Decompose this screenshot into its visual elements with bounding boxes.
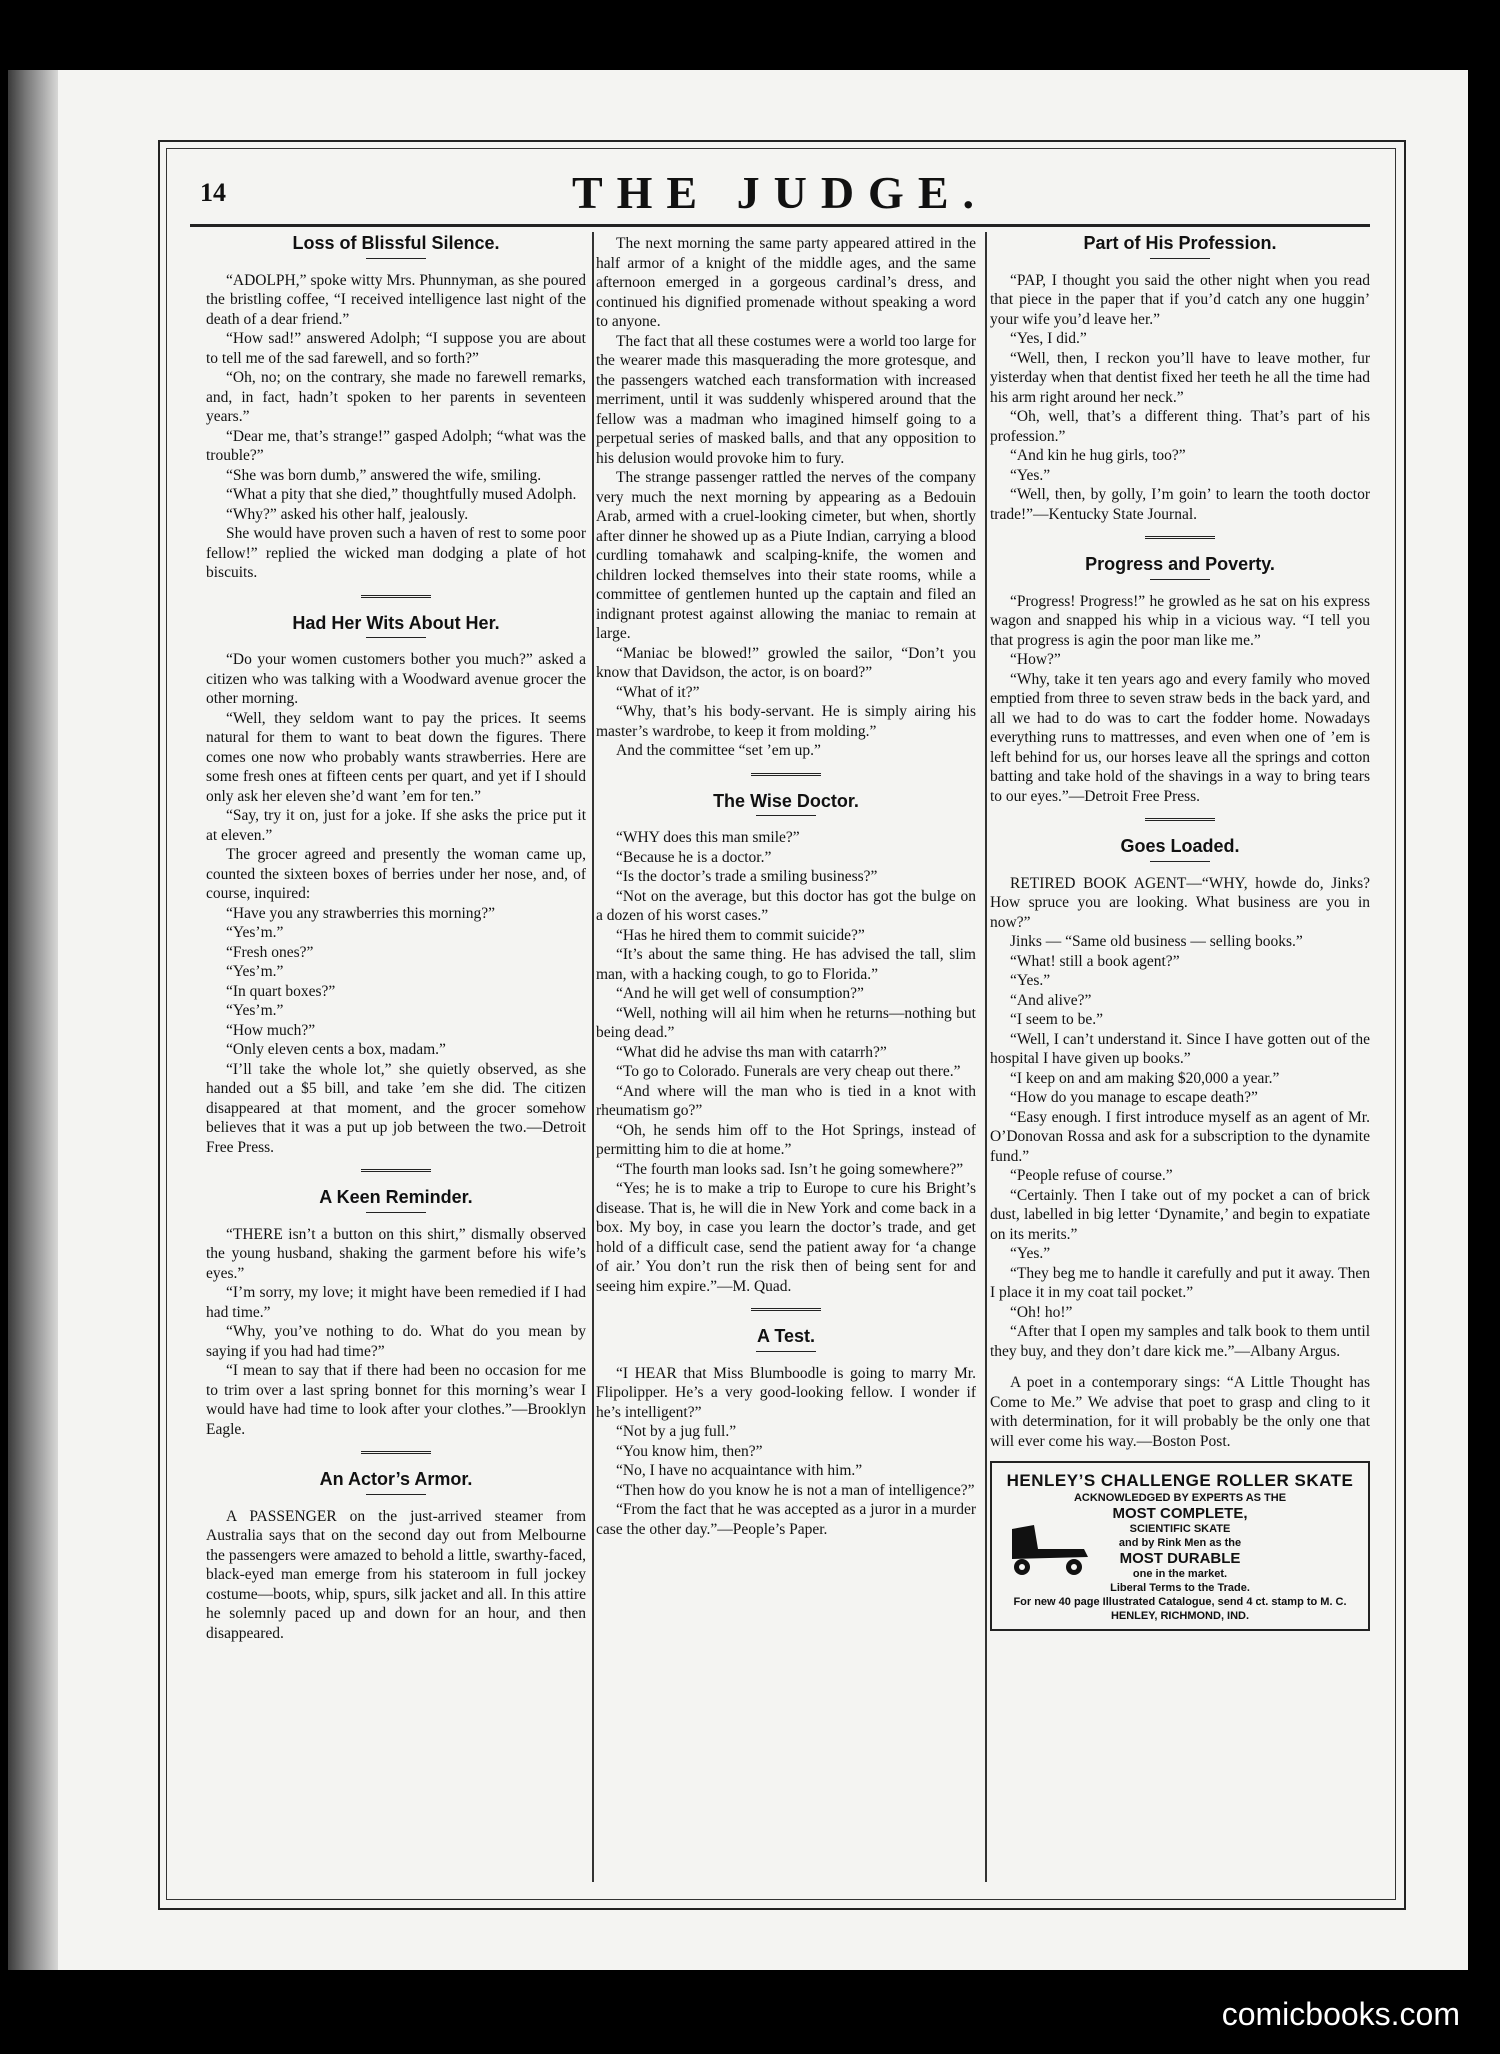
article-title: A Keen Reminder.	[319, 1187, 473, 1207]
paragraph: “They beg me to handle it carefully and put it away. Then I place it in my coat tail pocket.”	[990, 1264, 1370, 1301]
paragraph: “To go to Colorado. Funerals are very cheap out there.”	[616, 1063, 961, 1080]
article-body	[206, 650, 586, 1157]
paragraph: “In quart boxes?”	[226, 982, 336, 1000]
paragraph: “I mean to say that if there had been no occasion for me to trim over a last spring bonnet for this morning’s wear I would have had time to look after your clothes.”—Brooklyn Eagle.	[206, 1362, 586, 1438]
paragraph: “Progress! Progress!” he growled as he sat on his express wagon and snapped his whip in a vicious way. “I tell you that progress is agin the poor man like me.”	[990, 592, 1370, 649]
ad-text: MOST COMPLETE,	[1112, 1504, 1248, 1522]
article-divider	[1145, 536, 1215, 541]
paragraph: “Maniac be blowed!” growled the sailor, “Don’t you know that Davidson, the actor, is on board?”	[596, 644, 976, 681]
column-rule	[985, 232, 987, 1882]
article-body	[990, 271, 1370, 525]
paragraph: “Has he hired them to commit suicide?”	[616, 926, 865, 944]
article-title: Goes Loaded.	[1120, 836, 1240, 856]
paragraph: “Yes; he is to make a trip to Europe to cure his Bright’s disease. That is, he will die in New York and come back in a box. My boy, in case you learn the doctor’s trade, and get hold of a difficult case, send the patient away for ‘a change of air.’ You don’t run the risk then of being sent for and seeing him expire.”—M. Quad.	[596, 1180, 976, 1295]
paragraph: “From the fact that he was accepted as a juror in a murder case the other day.”—People’s Paper.	[596, 1501, 976, 1538]
paragraph: “What! still a book agent?”	[1010, 952, 1180, 970]
paragraph: A poet in a contemporary sings: “A Little Thought has Come to Me.” We advise that poet to grasp and cling to it with determination, for it will probably be the only one that will ever come his way.—Boston Post.	[990, 1374, 1370, 1450]
paragraph: “Certainly. Then I take out of my pocket a can of brick dust, labelled in big letter ‘Dynamite,’ and begin to expatiate on its merits.”	[990, 1186, 1370, 1243]
paragraph: “Oh, he sends him off to the Hot Springs, instead of permitting him to die at home.”	[596, 1121, 976, 1158]
paragraph: “Because he is a doctor.”	[616, 848, 772, 866]
article-title: The Wise Doctor.	[713, 790, 859, 811]
title-rule	[366, 258, 426, 259]
paragraph: “What of it?”	[616, 683, 700, 701]
site-watermark: comicbooks.com	[1221, 1996, 1460, 2032]
paragraph: “After that I open my samples and talk book to them until they buy, and they don’t dare kick me.”—Albany Argus.	[990, 1323, 1370, 1360]
paragraph: “And alive?”	[1010, 991, 1092, 1009]
article-title: Progress and Poverty.	[1085, 554, 1275, 574]
paragraph: The fact that all these costumes were a world too large for the wearer made this masquerading the more grotesque, and the passengers watched each transformation with increased merriment, until it was suddenly whispered around that the fellow was a madman who imagined himself going to a perpetual series of masked balls, and that any opposition to his delusion would provoke him to fury.	[596, 332, 976, 467]
paragraph: “I seem to be.”	[1010, 1011, 1103, 1028]
column-rule	[592, 232, 594, 1882]
paragraph: “Oh, well, that’s a different thing. That’s part of his profession.”	[990, 408, 1370, 445]
article-title: A Test.	[756, 1326, 815, 1346]
article-body	[596, 828, 976, 1296]
title-rule	[1150, 258, 1210, 259]
paragraph: “I HEAR that Miss Blumboodle is going to marry Mr. Flipolipper. He’s a very good-looking fellow. I wonder if he’s intelligent?”	[596, 1364, 976, 1421]
paragraph: “THERE isn’t a button on this shirt,” dismally observed the young husband, shaking the garment before his wife’s eyes.”	[206, 1225, 586, 1282]
paragraph: “Well, then, I reckon you’ll have to leave mother, fur yisterday when that dentist fixed her teeth he all the time had his arm right around her neck.”	[990, 349, 1370, 406]
paragraph: “I keep on and am making $20,000 a year.”	[1010, 1069, 1280, 1087]
paragraph: “No, I have no acquaintance with him.”	[616, 1462, 863, 1479]
article-body	[990, 1373, 1370, 1451]
title-rule	[756, 1351, 816, 1352]
paragraph: “Not by a jug full.”	[616, 1423, 737, 1440]
ad-text: For new 40 page Illustrated Catalogue, send 4 ct. stamp to M. C. HENLEY, RICHMOND, IND.	[1013, 1595, 1347, 1622]
roller-skate-advertisement	[990, 1461, 1370, 1631]
paragraph: A PASSENGER on the just-arrived steamer from Australia says that on the second day out from Melbourne the passengers were amazed to behold a little, swarthy-faced, black-eyed man emerge from his stateroom in full jockey costume—boots, whip, spurs, silk jacket and all. In this attire he solemnly paced up and down for an hour, and then disappeared.	[206, 1507, 586, 1642]
binding-spine	[8, 70, 58, 1970]
paragraph: “Yes’m.”	[226, 924, 284, 941]
paragraph: The strange passenger rattled the nerves of the company very much the next morning by appearing as a Bedouin Arab, armed with a cruel-looking cimeter, but when, shortly after dinner he showed up as a Piute Indian, carrying a blood curdling tomahawk and scalping-knife, the women and children locked themselves into their state rooms, while a committee of gentlemen hunted up the captain and filed an indignant protest against allowing the maniac to remain at large.	[596, 469, 976, 642]
paragraph: “Yes’m.”	[226, 963, 284, 980]
paragraph: “What a pity that she died,” thoughtfully mused Adolph.	[226, 486, 577, 503]
paragraph: “WHY does this man smile?”	[616, 829, 800, 846]
ad-text: and by Rink Men as the	[1118, 1536, 1242, 1549]
article-body	[990, 592, 1370, 807]
title-rule	[1150, 861, 1210, 862]
article-divider	[751, 773, 821, 778]
roller-skate-icon	[1004, 1519, 1094, 1579]
paragraph: RETIRED BOOK AGENT—“WHY, howde do, Jinks? How spruce you are looking. What business are you in now?”	[990, 874, 1370, 931]
paragraph: “Well, they seldom want to pay the prices. It seems natural for them to want to beat down the figures. There comes one now who probably wants strawberries. Here are some fresh ones at fifteen cents per quart, and yet if I should only ask her eleven she’d want ’em for ten.”	[206, 709, 586, 805]
paragraph: “Oh, no; on the contrary, she made no farewell remarks, and, in fact, hadn’t spoken to her parents in seventeen years.”	[206, 369, 586, 425]
article-body	[990, 874, 1370, 1362]
paragraph: “What did he advise ths man with catarrh?”	[616, 1043, 887, 1061]
ad-text: SCIENTIFIC SKATE	[1129, 1522, 1231, 1535]
paragraph: The next morning the same party appeared attired in the half armor of a knight of the middle ages, and the same afternoon emerged in a gorgeous cardinal’s dress, and continued his dignified promenade without speaking a word to anyone.	[596, 235, 976, 330]
title-rule	[756, 815, 816, 816]
paragraph: “Yes.”	[1010, 466, 1051, 484]
ad-title: HENLEY’S CHALLENGE ROLLER SKATE	[1006, 1471, 1354, 1490]
paragraph: “Yes’m.”	[226, 1002, 284, 1019]
masthead: THE JUDGE.	[571, 167, 989, 218]
paragraph: “Well, I can’t understand it. Since I have gotten out of the hospital I have given up books.”	[990, 1030, 1370, 1067]
article-body	[206, 1225, 586, 1440]
paragraph: The grocer agreed and presently the woman came up, counted the sixteen boxes of berries under her nose, and, of course, inquired:	[206, 846, 586, 902]
paragraph: “Why, that’s his body-servant. He is simply airing his master’s wardrobe, to keep it from molding.”	[596, 703, 976, 740]
paragraph: “How?”	[1010, 651, 1061, 668]
paragraph: “Then how do you know he is not a man of intelligence?”	[616, 1481, 975, 1499]
paragraph: “You know him, then?”	[616, 1442, 763, 1460]
article-divider	[361, 1169, 431, 1174]
paragraph: “Well, nothing will ail him when he returns—nothing but being dead.”	[596, 1004, 976, 1041]
article-title: Part of His Profession.	[1083, 234, 1277, 253]
paragraph: “I’ll take the whole lot,” she quietly observed, as she handed out a $5 bill, and take ’em she did. The citizen disappeared at that moment, and the grocer somehow believes that it was a put up job between the two.—Detroit Free Press.	[206, 1060, 586, 1156]
article-divider	[1145, 818, 1215, 823]
paragraph: “ADOLPH,” spoke witty Mrs. Phunnyman, as she poured the bristling coffee, “I received intelligence last night of the death of a dear friend.”	[206, 271, 586, 328]
article-title: An Actor’s Armor.	[319, 1469, 473, 1489]
column-2	[596, 234, 976, 1884]
paragraph: “Why?” asked his other half, jealously.	[226, 505, 469, 523]
paragraph: “Only eleven cents a box, madam.”	[226, 1041, 446, 1058]
paragraph: Jinks — “Same old business — selling books.”	[1010, 933, 1303, 950]
paragraph: “It’s about the same thing. He has advised the tall, slim man, with a hacking cough, to go to Florida.”	[596, 946, 976, 983]
ad-text: MOST DURABLE	[1119, 1549, 1241, 1567]
paragraph: “Say, try it on, just for a joke. If she asks the price put it at eleven.”	[206, 807, 586, 844]
article-divider	[361, 1451, 431, 1456]
paragraph: “Oh! ho!”	[1010, 1303, 1073, 1321]
paragraph: “How sad!” answered Adolph; “I suppose you are about to tell me of the sad farewell, and so forth?”	[206, 330, 586, 367]
paragraph: “Why, take it ten years ago and every family who moved emptied from three to seven straw beds in the back yard, and all we had to do was to cart the fodder home. Nowadays everything runs to mattresses, and even when one of ’em is left behind for us, our horses leave all the springs and cotton batting and take hold of the shavings in a way to bring tears to our eyes.”—Detroit Free Press.	[990, 670, 1370, 805]
ad-text: ACKNOWLEDGED BY EXPERTS AS THE	[1073, 1491, 1287, 1504]
paragraph: “Is the doctor’s trade a smiling business?”	[616, 868, 878, 885]
paragraph: “Yes.”	[1010, 972, 1051, 989]
paragraph: “Well, then, by golly, I’m goin’ to learn the tooth doctor trade!”—Kentucky State Journal.	[990, 486, 1370, 523]
paragraph: “How much?”	[226, 1021, 316, 1039]
paragraph: “The fourth man looks sad. Isn’t he going somewhere?”	[616, 1160, 964, 1178]
paragraph: “And kin he hug girls, too?”	[1010, 447, 1186, 464]
title-rule	[366, 1494, 426, 1495]
paragraph: “Not on the average, but this doctor has got the bulge on a dozen of his worst cases.”	[596, 887, 976, 924]
paragraph: “Dear me, that’s strange!” gasped Adolph; “what was the trouble?”	[206, 427, 586, 464]
paragraph: “I’m sorry, my love; it might have been remedied if I had had time.”	[206, 1284, 586, 1321]
article-body	[596, 234, 976, 761]
ad-text: one in the market.	[1132, 1567, 1228, 1580]
paragraph: “And where will the man who is tied in a knot with rheumatism go?”	[596, 1082, 976, 1119]
paragraph: “Fresh ones?”	[226, 943, 314, 961]
paragraph: And the committee “set ’em up.”	[616, 742, 821, 759]
paragraph: “And he will get well of consumption?”	[616, 985, 864, 1002]
article-body	[206, 1507, 586, 1644]
header-rule	[190, 224, 1370, 227]
title-rule	[366, 1212, 426, 1213]
paragraph: “How do you manage to escape death?”	[1010, 1089, 1258, 1106]
paragraph: “People refuse of course.”	[1010, 1167, 1173, 1184]
article-title: Had Her Wits About Her.	[292, 612, 500, 633]
ad-text: Liberal Terms to the Trade.	[1110, 1581, 1250, 1594]
column-1	[206, 234, 586, 1884]
page-number: 14	[200, 178, 226, 207]
article-body	[206, 271, 586, 583]
paragraph: “Have you any strawberries this morning?”	[226, 904, 496, 922]
paragraph: “She was born dumb,” answered the wife, smiling.	[226, 466, 542, 484]
article-divider	[751, 1308, 821, 1313]
paragraph: “PAP, I thought you said the other night when you read that piece in the paper that if you’d catch any one huggin’ your wife you’d leave her.”	[990, 271, 1370, 328]
title-rule	[1150, 579, 1210, 580]
article-divider	[361, 595, 431, 600]
paragraph: “Easy enough. I first introduce myself as an agent of Mr. O’Donovan Rossa and ask for a subscription to the dynamite fund.”	[990, 1108, 1370, 1165]
title-rule	[366, 637, 426, 638]
paragraph: “Do your women customers bother you much?” asked a citizen who was talking with a Woodward avenue grocer the other morning.	[206, 651, 586, 707]
article-body	[596, 1364, 976, 1540]
article-title: Loss of Blissful Silence.	[292, 234, 500, 253]
paragraph: “Yes, I did.”	[1010, 330, 1087, 347]
paragraph: “Yes.”	[1010, 1245, 1051, 1262]
paragraph: She would have proven such a haven of rest to some poor fellow!” replied the wicked man dodging a plate of hot biscuits.	[206, 525, 586, 581]
paragraph: “Why, you’ve nothing to do. What do you mean by saying if you had had time?”	[206, 1323, 586, 1360]
column-3	[990, 234, 1370, 1884]
